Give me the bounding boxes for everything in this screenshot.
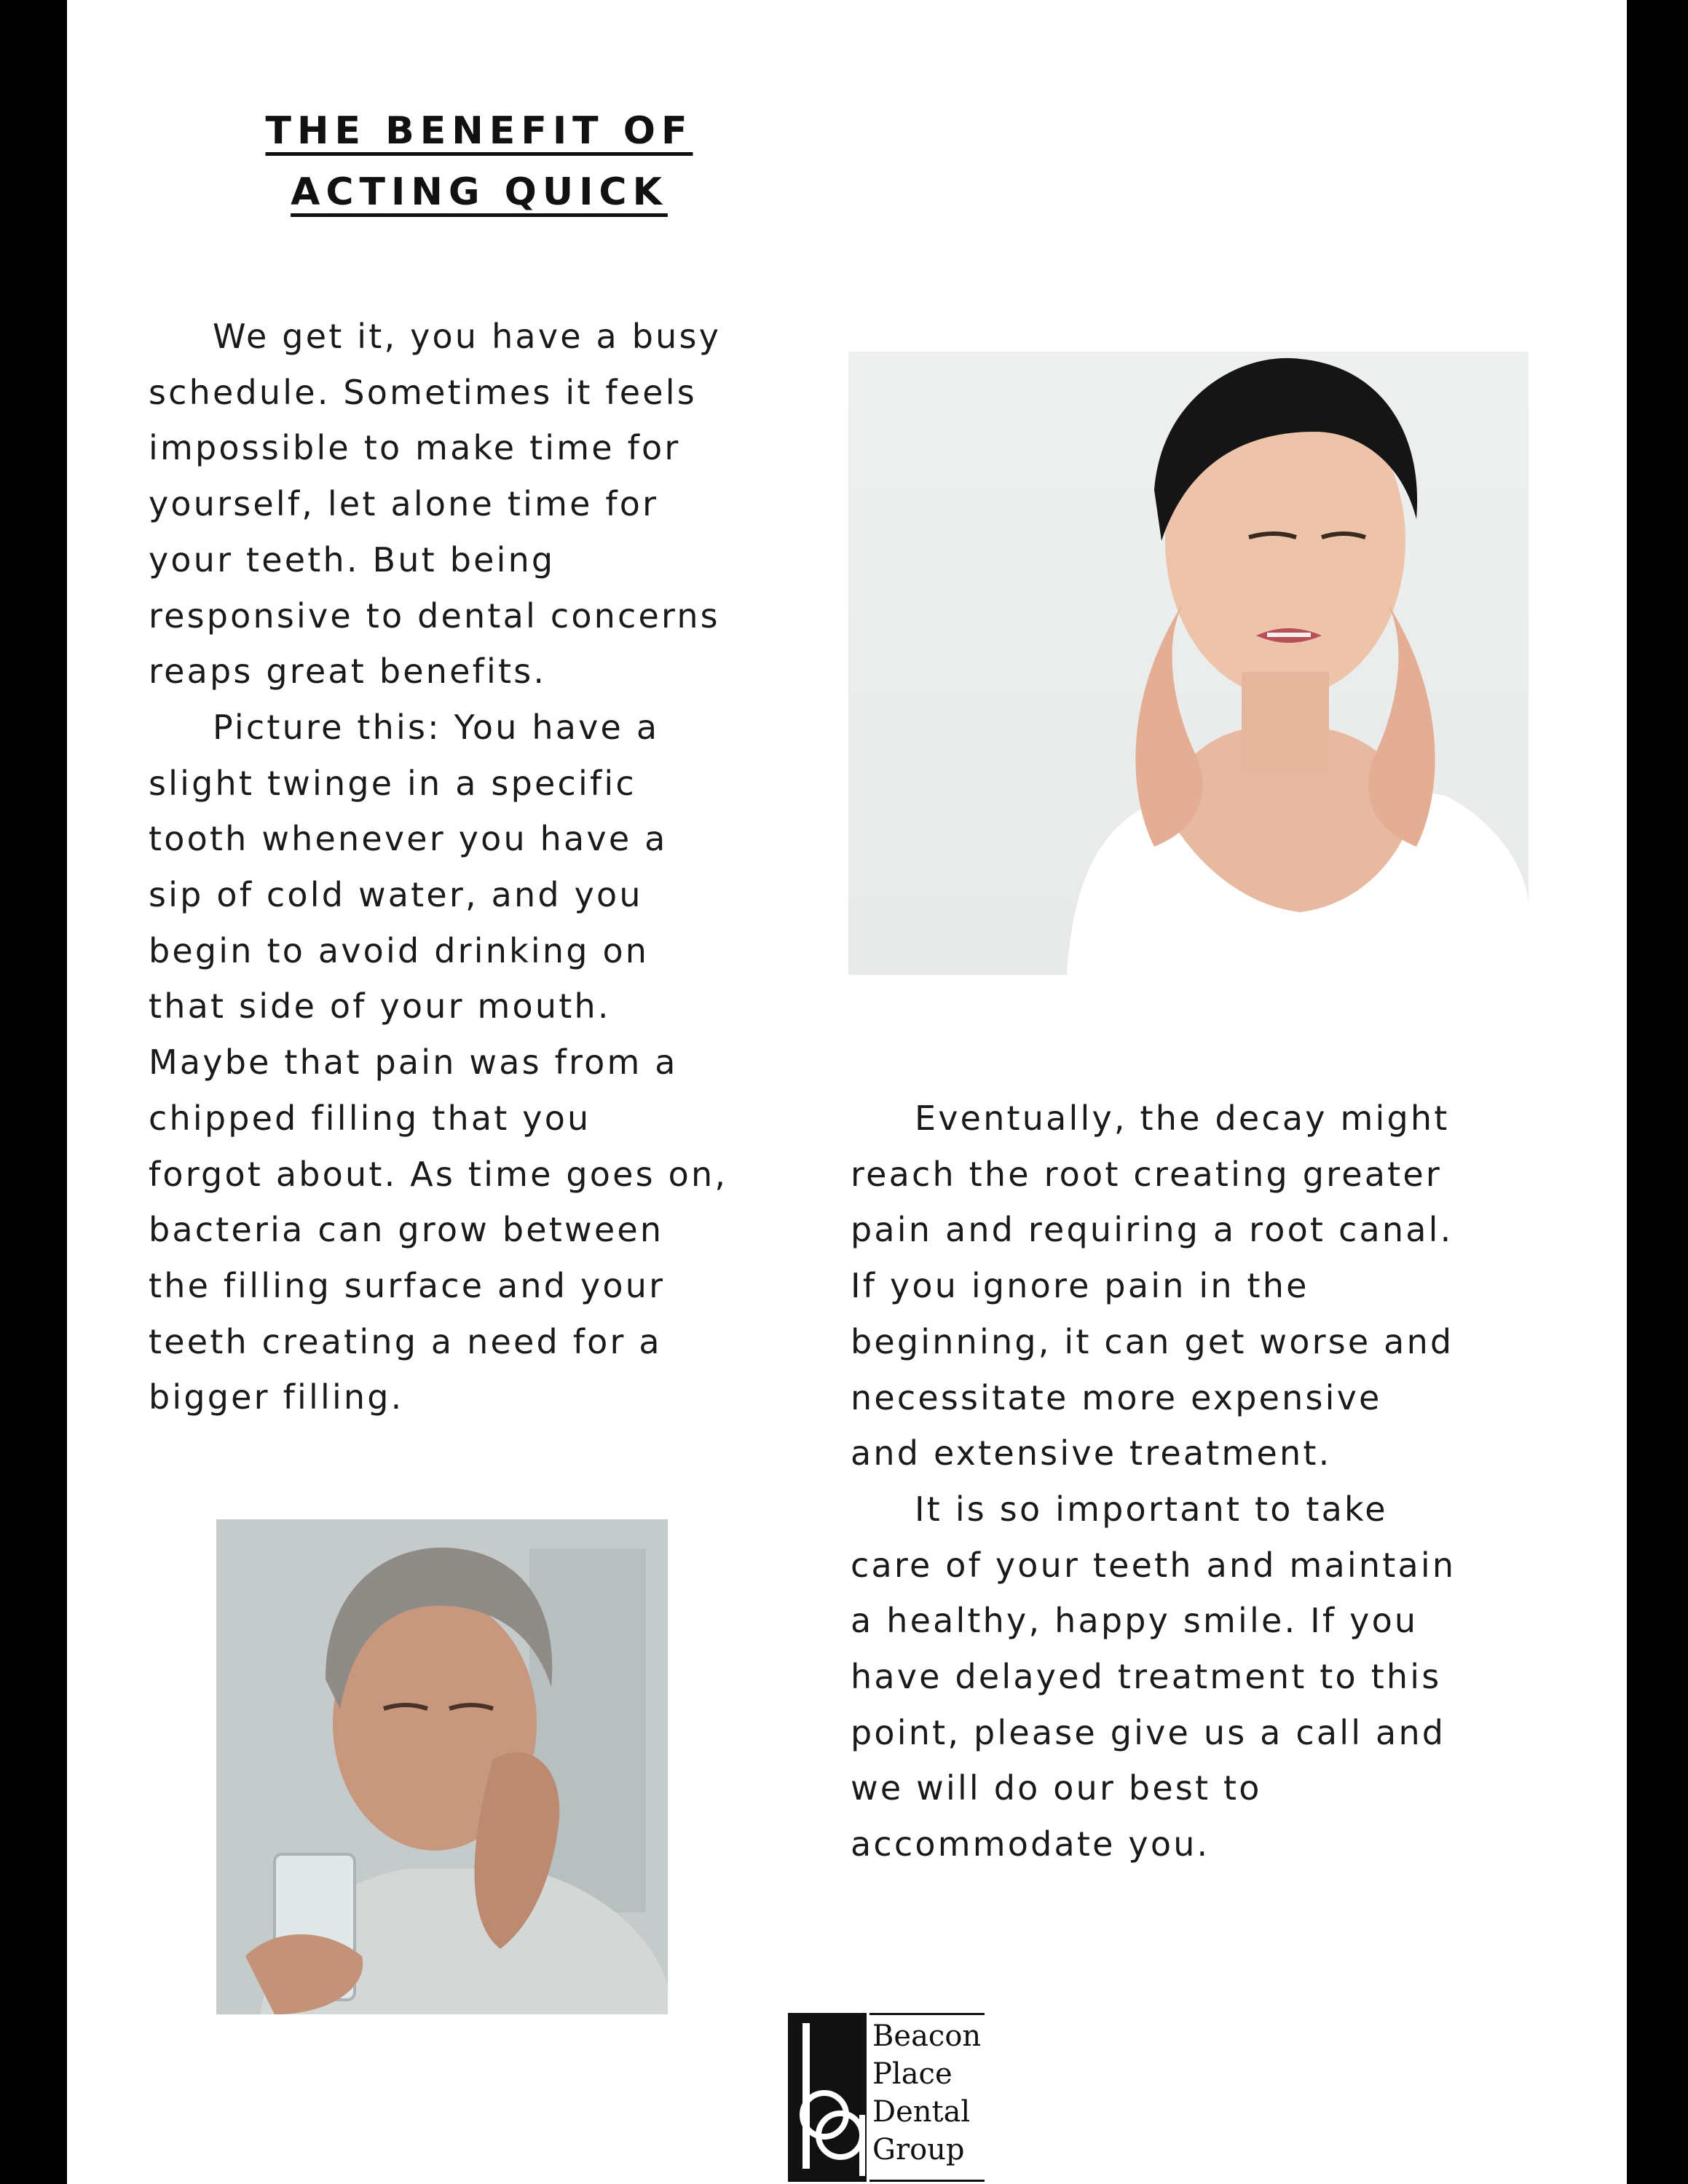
logo-line-beacon: Beacon <box>872 2019 982 2053</box>
left-column <box>149 309 804 1425</box>
decay-paragraph: Eventually, the decay might reach the root creating greater pain and requiring a root canal. If you ignore pain in the beginning, it can get worse and necessitate more expensive and extensive treatment. <box>851 1099 1454 1473</box>
logo-mark-icon <box>788 2013 867 2182</box>
logo-line-place: Place <box>872 2057 953 2091</box>
scenario-paragraph: Picture this: You have a slight twinge in a specific tooth whenever you have a sip of cold water, and you begin to avoid drinking on that side of your mouth. Maybe that pain was from a chipped filling that you forgot about. As time goes on, bacteria can grow between the filling surface and your teeth creating a need for a bigger filling. <box>149 707 728 1417</box>
logo-wordmark <box>872 2017 989 2169</box>
logo-line-dental: Dental <box>872 2095 971 2129</box>
title-line-2: ACTING QUICK <box>291 170 668 214</box>
article-title <box>188 100 770 223</box>
logo-top-rule <box>869 2013 985 2015</box>
intro-paragraph: We get it, you have a busy schedule. Sometimes it feels impossible to make time for yourself, let alone time for your teeth. But being responsive to dental concerns reaps great benefits. <box>149 317 722 692</box>
man-toothache-photo <box>216 1519 668 2014</box>
logo-line-group: Group <box>872 2133 965 2167</box>
closing-paragraph: It is so important to take care of your teeth and maintain a healthy, happy smile. If you have delayed treatment to this point, please give us a call and we will do our best to accommodate you. <box>851 1489 1456 1864</box>
logo-bottom-rule <box>869 2180 985 2182</box>
beacon-place-logo <box>788 2013 985 2182</box>
right-column <box>851 1091 1550 1872</box>
title-line-1: THE BENEFIT OF <box>265 109 693 153</box>
newsletter-page <box>67 0 1627 2184</box>
woman-toothache-photo <box>848 352 1529 975</box>
